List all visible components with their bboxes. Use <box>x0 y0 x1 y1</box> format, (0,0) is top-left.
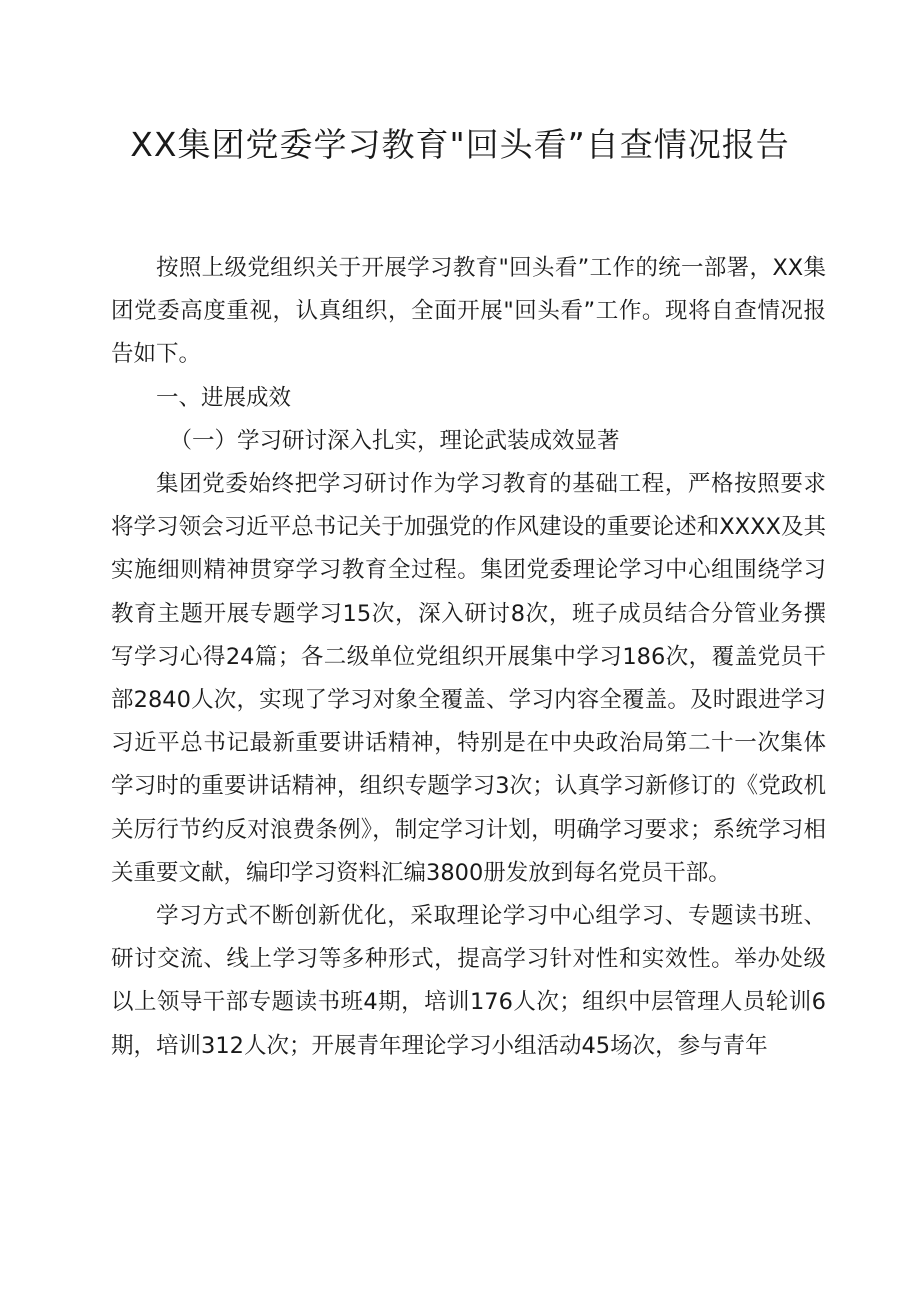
section-heading: 一、进展成效 <box>156 384 292 411</box>
intro-paragraph: 按照上级党组织关于开展学习教育"回头看”工作的统一部署，XX集团党委高度重视，认真组织，全面开展"回头看”工作。现将自查情况报告如下。 <box>111 255 826 368</box>
document-title: XX集团党委学习教育"回头看”自查情况报告 <box>130 125 790 164</box>
body-paragraph: 学习方式不断创新优化，采取理论学习中心组学习、专题读书班、研讨交流、线上学习等多种形式，提高学习针对性和实效性。举办处级以上领导干部专题读书班4期，培训176人次；组织中层管理人员轮训6期，培训312人次；开展青年理论学习小组活动45场次，参与青年 <box>111 903 826 1059</box>
subsection-heading: （一）学习研讨深入扎实，理论武装成效显著 <box>169 427 620 454</box>
document-body <box>111 247 826 1068</box>
body-paragraph: 集团党委始终把学习研讨作为学习教育的基础工程，严格按照要求将学习领会习近平总书记关于加强党的作风建设的重要论述和XXXX及其实施细则精神贯穿学习教育全过程。集团党委理论学习中心组围绕学习教育主题开展专题学习15次，深入研讨8次，班子成员结合分管业务撰写学习心得24篇；各二级单位党组织开展集中学习186次，覆盖党员干部2840人次，实现了学习对象全覆盖、学习内容全覆盖。及时跟进学习习近平总书记最新重要讲话精神，特别是在中央政治局第二十一次集体学习时的重要讲话精神，组织专题学习3次；认真学习新修订的《党政机关厉行节约反对浪费条例》，制定学习计划，明确学习要求；系统学习相关重要文献，编印学习资料汇编3800册发放到每名党员干部。 <box>111 471 826 886</box>
